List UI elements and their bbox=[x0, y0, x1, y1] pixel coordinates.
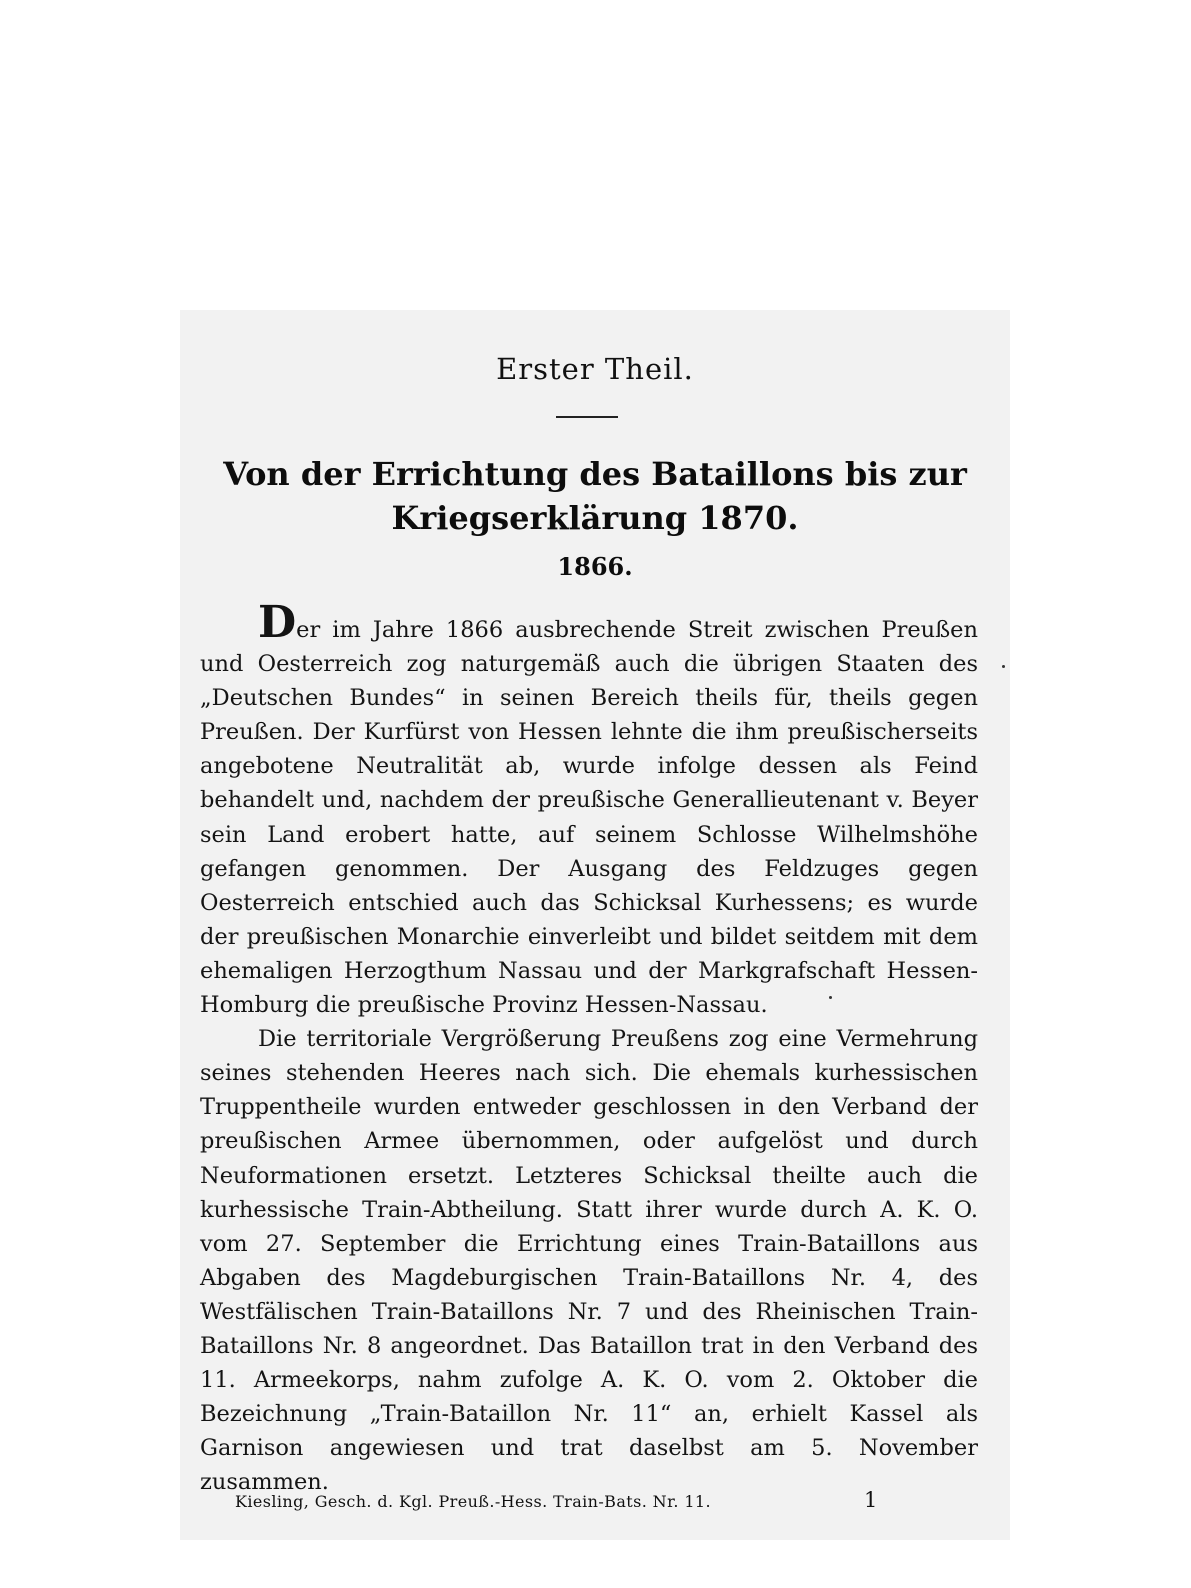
chapter-title-line-1: Von der Errichtung des Bataillons bis zur bbox=[223, 455, 967, 493]
paragraph-1: Der im Jahre 1866 ausbrechende Streit zwischen Preußen und Oesterreich zog naturgemäß auch die übrigen Staaten des „Deutschen Bundes“ in seinen Bereich theils für, theils gegen Preußen. Der Kurfürst von Hessen lehnte die ihm preußischerseits angebotene Neutralität ab, wurde infolge dessen als Feind behandelt und, nachdem der preußische Generallieutenant v. Beyer sein Land erobert hatte, auf seinem Schlosse Wilhelmshöhe gefangen genommen. Der Ausgang des Feldzuges gegen Oesterreich entschied auch das Schicksal Kurhessens; es wurde der preußischen Monarchie einverleibt und bildet seitdem mit dem ehemaligen Herzogthum Nassau und der Markgrafschaft Hessen-Homburg die preußische Provinz Hessen-Nassau. bbox=[200, 597, 978, 1019]
scan-speck bbox=[829, 996, 832, 999]
chapter-title-line-2: Kriegserklärung 1870. bbox=[391, 499, 799, 537]
page-number: 1 bbox=[864, 1488, 878, 1512]
chapter-title bbox=[190, 452, 1000, 540]
title-divider bbox=[556, 416, 618, 418]
section-year: 1866. bbox=[557, 552, 633, 581]
part-title: Erster Theil. bbox=[496, 352, 694, 386]
body-text bbox=[200, 597, 978, 1499]
paragraph-2: Die territoriale Vergrößerung Preußens zog eine Vermehrung seines stehenden Heeres nach sich. Die ehemals kurhessischen Truppentheile wurden entweder geschlossen in den Verband der preußischen Armee übernommen, oder aufgelöst und durch Neuformationen ersetzt. Letzteres Schicksal theilte auch die kurhessische Train-Abtheilung. Statt ihrer wurde durch A. K. O. vom 27. September die Errichtung eines Train-Bataillons aus Abgaben des Magdeburgischen Train-Bataillons Nr. 4, des Westfälischen Train-Bataillons Nr. 7 und des Rheinischen Train-Bataillons Nr. 8 angeordnet. Das Bataillon trat in den Verband des 11. Armeekorps, nahm zufolge A. K. O. vom 2. Oktober die Bezeichnung „Train-Bataillon Nr. 11“ an, erhielt Kassel als Garnison angewiesen und trat daselbst am 5. November zusammen. bbox=[200, 1026, 978, 1496]
scan-speck bbox=[1002, 665, 1005, 668]
footer-signature: Kiesling, Gesch. d. Kgl. Preuß.-Hess. Train-Bats. Nr. 11. bbox=[235, 1492, 711, 1511]
